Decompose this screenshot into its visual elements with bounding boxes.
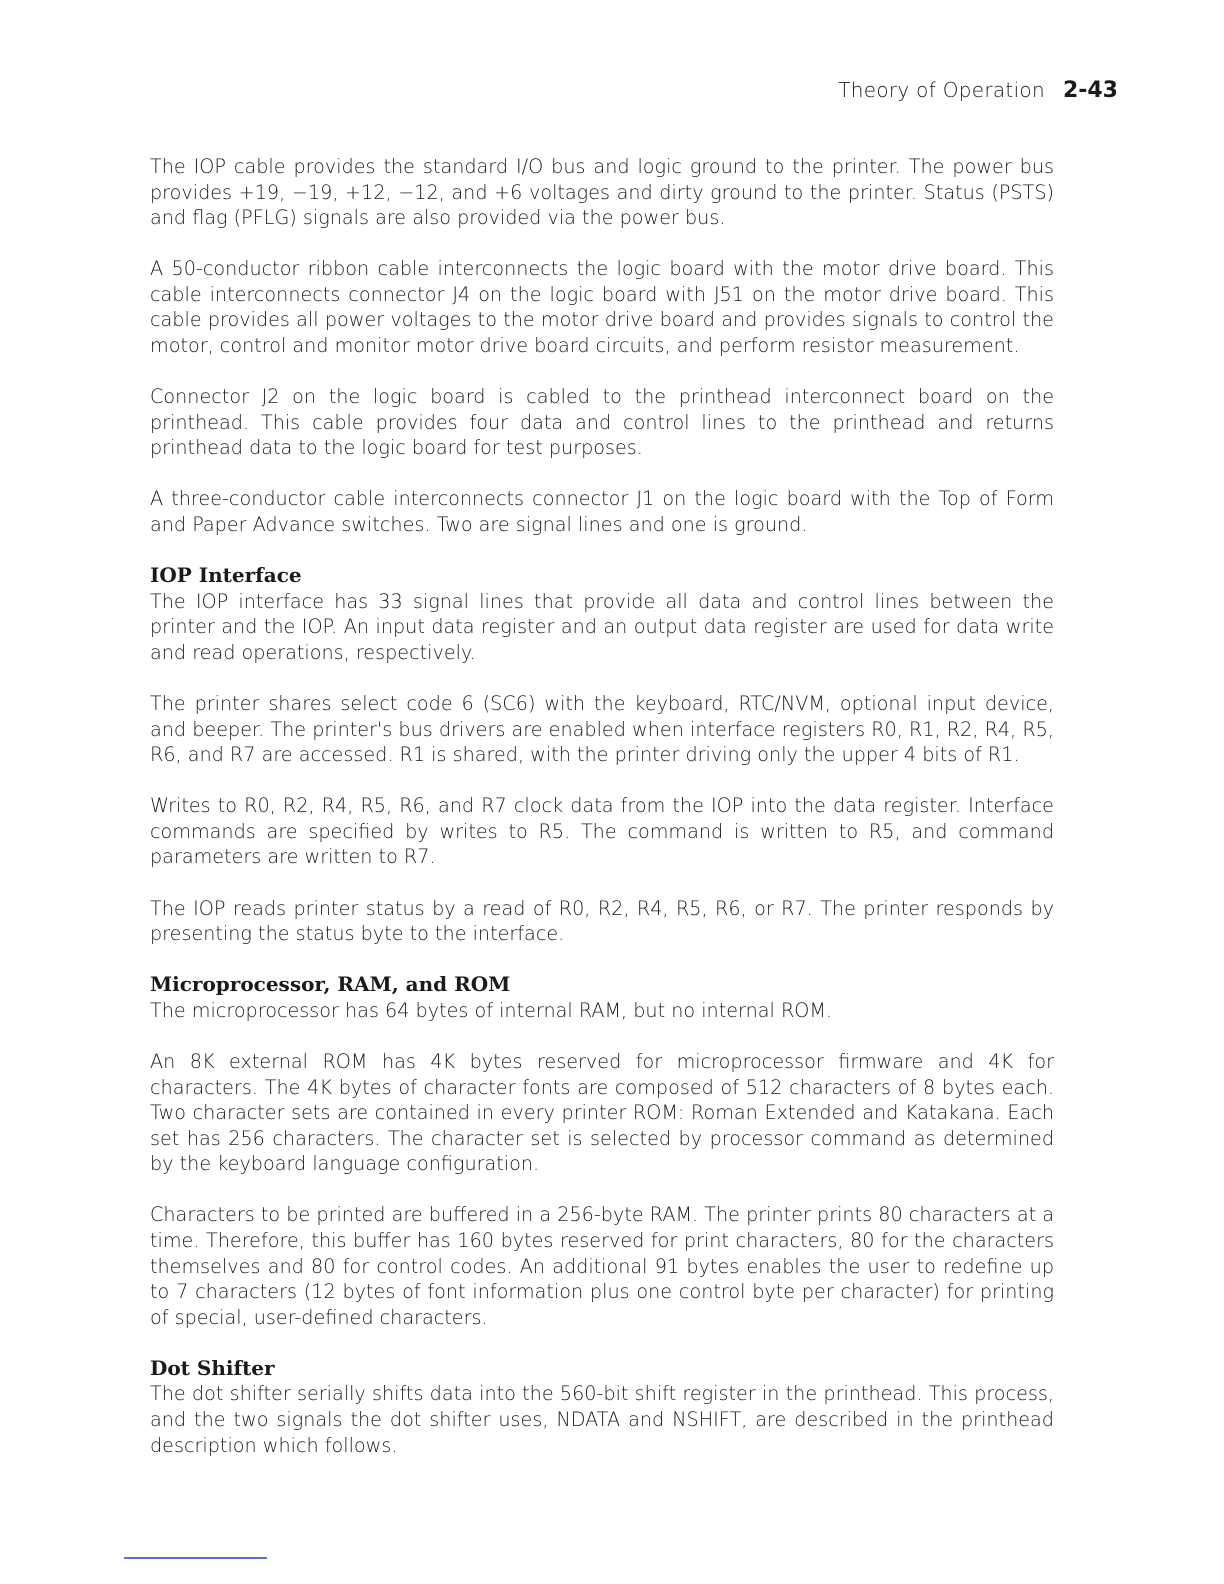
paragraph-dot-shifter: The dot shifter serially shifts data into the 560-bit shift register in the printhead. This process, and the two signals the dot shifter uses, NDATA and NSHIFT, are described in the printhead description which follows. (150, 1382, 1054, 1457)
running-head-title: Theory of Operation (838, 78, 1045, 102)
footer-rule (124, 1557, 267, 1559)
page-number: 2-43 (1062, 78, 1118, 103)
heading-microprocessor: Microprocessor, RAM, and ROM (150, 972, 511, 997)
paragraph-reads: The IOP reads printer status by a read of R0, R2, R4, R5, R6, or R7. The printer responds by presenting the status byte to the interface. (150, 896, 1054, 946)
heading-dot-shifter: Dot Shifter (150, 1355, 275, 1380)
paragraph-ribbon-cable: A 50-conductor ribbon cable interconnects the logic board with the motor drive board. This cable interconnects connector J4 on the logic board with J51 on the motor drive board. This cable provides all power voltages to the motor drive board and provides signals to control the motor, control and monitor motor drive board circuits, and perform resistor measurement. (150, 257, 1054, 358)
paragraph-connector-j2: Connector J2 on the logic board is cabled to the printhead interconnect board on the printhead. This cable provides four data and control lines to the printhead and returns printhead data to the logic board for test purposes. (150, 385, 1054, 460)
page-body (150, 154, 1054, 1484)
paragraph-writes: Writes to R0, R2, R4, R5, R6, and R7 clock data from the IOP into the data register. Interface commands are specified by writes to R5. The command is written to R5, and command parameters are written to R7. (150, 794, 1054, 869)
paragraph-three-conductor-cable: A three-conductor cable interconnects connector J1 on the logic board with the Top of Form and Paper Advance switches. Two are signal lines and one is ground. (150, 487, 1054, 537)
paragraph-select-code: The printer shares select code 6 (SC6) with the keyboard, RTC/NVM, optional input device, and beeper. The printer's bus drivers are enabled when interface registers R0, R1, R2, R4, R5, R6, and R7 are accessed. R1 is shared, with the printer driving only the upper 4 bits of R1. (150, 692, 1054, 767)
paragraph-internal-ram: The microprocessor has 64 bytes of internal RAM, but no internal ROM. (150, 998, 833, 1022)
paragraph-character-buffer: Characters to be printed are buffered in a 256-byte RAM. The printer prints 80 characters at a time. Therefore, this buffer has 160 bytes reserved for print characters, 80 for the characters themselves and 80 for control codes. An additional 91 bytes enables the user to redefine up to 7 characters (12 bytes of font information plus one control byte per character) for printing of special, user-defined characters. (150, 1203, 1054, 1329)
heading-iop-interface: IOP Interface (150, 563, 302, 588)
paragraph-iop-cable: The IOP cable provides the standard I/O bus and logic ground to the printer. The power bus provides +19, −19, +12, −12, and +6 voltages and dirty ground to the printer. Status (PSTS) and flag (PFLG) signals are also provided via the power bus. (150, 155, 1054, 230)
paragraph-iop-interface: The IOP interface has 33 signal lines that provide all data and control lines between the printer and the IOP. An input data register and an output data register are used for data write and read operations, respectively. (150, 589, 1054, 664)
paragraph-external-rom: An 8K external ROM has 4K bytes reserved for microprocessor firmware and 4K for characters. The 4K bytes of character fonts are composed of 512 characters of 8 bytes each. Two character sets are contained in every printer ROM: Roman Extended and Katakana. Each set has 256 characters. The character set is selected by processor command as determined by the keyboard language configuration. (150, 1049, 1054, 1176)
page-header (838, 78, 1118, 103)
